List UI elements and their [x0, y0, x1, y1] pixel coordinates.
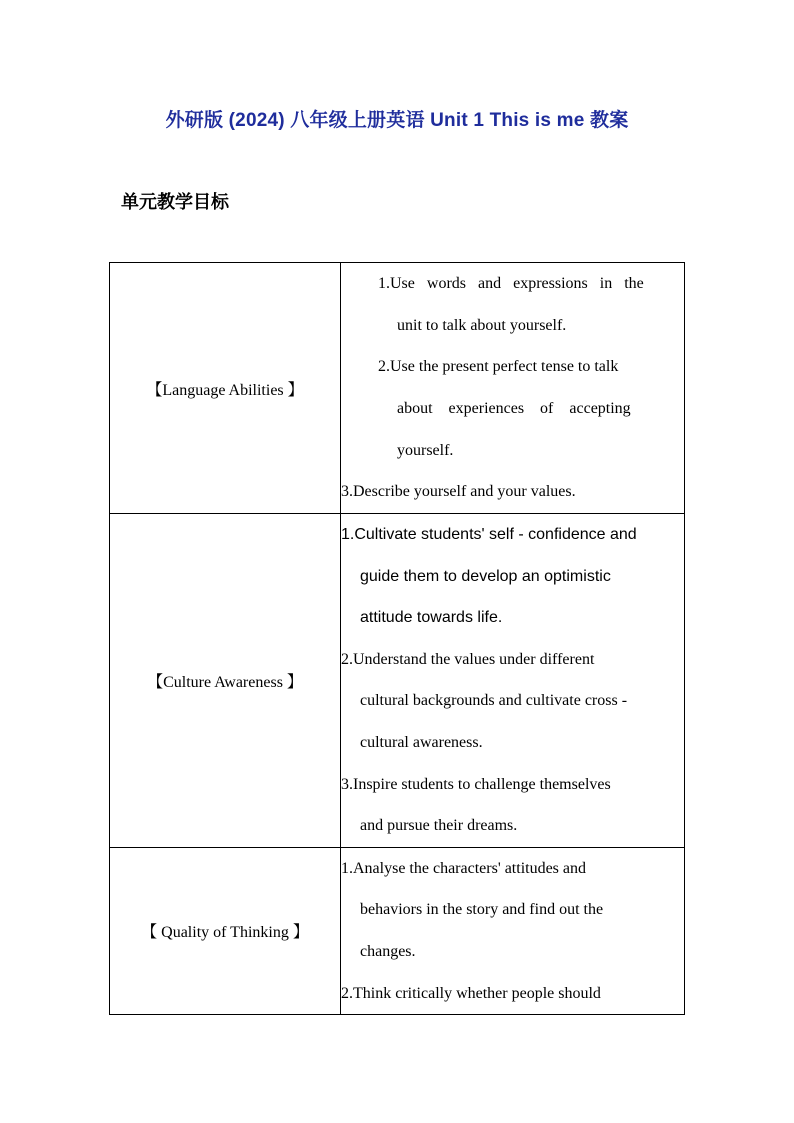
objective-item [341, 346, 684, 471]
objective-item [341, 848, 684, 973]
objective-item [341, 639, 684, 764]
objective-line: 3.Describe yourself and your values. [341, 483, 576, 501]
objective-line: about experiences of accepting [397, 400, 631, 417]
row-label-language-abilities: 【Language Abilities 】 [110, 263, 341, 514]
table-row [110, 514, 685, 848]
row-content-culture-awareness [341, 514, 685, 848]
objective-line: 1.Cultivate students' self - confidence and [341, 526, 637, 543]
row-content-quality-of-thinking [341, 847, 685, 1014]
objective-item [341, 263, 684, 346]
document-title: 外研版 (2024) 八年级上册英语 Unit 1 This is me 教案 [165, 110, 629, 131]
objective-line: 2.Use the present perfect tense to talk [378, 358, 619, 376]
objective-item [341, 471, 684, 513]
objective-line: attitude towards life. [360, 609, 503, 627]
objective-line: yourself. [397, 441, 454, 459]
objective-line: 2.Understand the values under different [341, 650, 595, 668]
objective-line: cultural awareness. [360, 733, 483, 751]
section-heading: 单元教学目标 [121, 192, 229, 212]
objective-item [341, 514, 684, 639]
objective-line: 2.Think critically whether people should [341, 984, 601, 1002]
table-row [110, 263, 685, 514]
row-label-culture-awareness: 【Culture Awareness 】 [110, 514, 341, 848]
objective-item [341, 973, 684, 1015]
objective-line: behaviors in the story and find out the [360, 901, 604, 919]
row-content-language-abilities [341, 263, 685, 514]
row-label-quality-of-thinking: 【 Quality of Thinking 】 [110, 847, 341, 1014]
objective-line: changes. [360, 942, 416, 960]
objective-item [341, 764, 684, 847]
objective-line: guide them to develop an optimistic [360, 567, 611, 585]
teaching-objectives-table [109, 262, 685, 1015]
objective-line: 3.Inspire students to challenge themselves [341, 775, 611, 793]
objective-line: cultural backgrounds and cultivate cross - [360, 692, 628, 710]
objective-line: unit to talk about yourself. [397, 316, 567, 334]
objective-line: 1.Use words and expressions in the [378, 275, 644, 293]
objective-line: 1.Analyse the characters' attitudes and [341, 859, 587, 877]
objective-line: and pursue their dreams. [360, 817, 518, 835]
table-row [110, 847, 685, 1014]
